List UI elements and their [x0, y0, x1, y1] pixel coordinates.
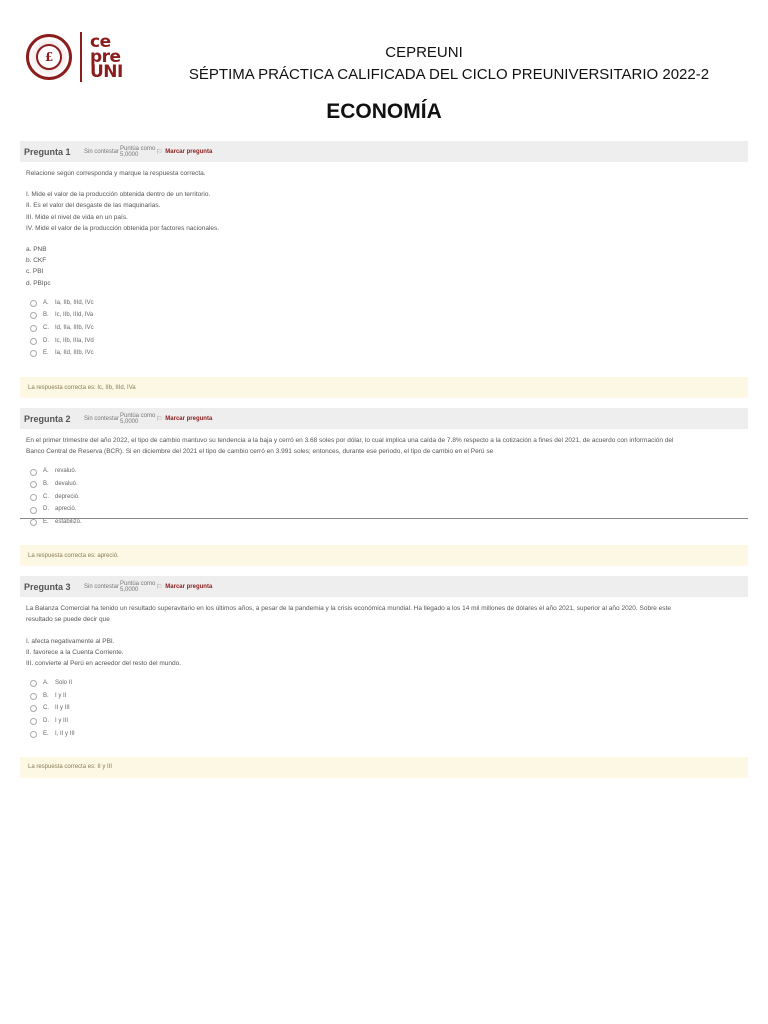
answer-option[interactable] [26, 297, 742, 310]
question-text-line: II. favorece a la Cuenta Corriente. [26, 648, 124, 656]
answer-option[interactable] [26, 322, 742, 335]
flag-icon: ⚐ [156, 583, 163, 591]
option-text: Ia, IId, IIIb, IVc [55, 350, 94, 357]
question-status: Sin contestar [84, 583, 120, 590]
radio-button-icon[interactable] [30, 350, 37, 357]
question-score: Puntúa como 5,0000 [120, 580, 156, 593]
option-letter: D. [43, 337, 49, 344]
radio-button-icon[interactable] [30, 300, 37, 307]
question-number: Pregunta 2 [24, 413, 71, 424]
option-letter: B. [43, 692, 49, 699]
question-text-line: Relacione según corresponda y marque la respuesta correcta. [26, 170, 206, 177]
option-text: I y III [55, 717, 69, 724]
question-header [20, 408, 748, 429]
option-text: Ic, IIb, IIIa, IVd [55, 337, 94, 344]
option-letter: E. [43, 730, 49, 737]
question-list [20, 141, 748, 788]
flag-icon: ⚐ [156, 148, 163, 156]
option-letter: C. [43, 705, 49, 712]
radio-button-icon[interactable] [30, 519, 37, 526]
answer-option[interactable] [26, 335, 742, 348]
option-text: I, II y III [55, 730, 75, 737]
option-letter: C. [43, 324, 49, 331]
question-text-line: resultado se puede decir que [26, 616, 110, 624]
answer-option[interactable] [26, 466, 742, 479]
radio-button-icon[interactable] [30, 718, 37, 725]
question-text-line: IV. Mide el valor de la producción obtenida por factores nacionales. [26, 224, 220, 232]
question-text-line: a. PNB [26, 246, 47, 254]
question-1 [20, 141, 748, 398]
answer-option[interactable] [26, 703, 742, 716]
question-text-line: III. convierte al Perú en acreedor del resto del mundo. [26, 659, 182, 667]
question-score: Puntúa como 5,0000 [120, 412, 156, 425]
answer-options [26, 677, 742, 740]
correct-answer-feedback: La respuesta correcta es: II y III [20, 757, 748, 778]
option-letter: A. [43, 679, 49, 686]
answer-option[interactable] [26, 348, 742, 361]
option-letter: A. [43, 468, 49, 475]
logo-wordmark: ce pre UNI [90, 31, 123, 82]
question-text-line: I. Mide el valor de la producción obtenida dentro de un territorio. [26, 191, 211, 199]
question-status: Sin contestar [84, 148, 120, 155]
flag-question-label: Marcar pregunta [165, 415, 213, 422]
option-letter: D. [43, 717, 49, 724]
radio-button-icon[interactable] [30, 494, 37, 501]
option-letter: D. [43, 506, 49, 513]
option-text: Ia, IIb, IIId, IVc [55, 299, 94, 306]
uni-seal-icon: £ [26, 34, 72, 80]
question-body [20, 597, 748, 740]
radio-button-icon[interactable] [30, 325, 37, 332]
flag-question-label: Marcar pregunta [165, 583, 213, 590]
option-text: Id, IIa, IIIb, IVc [55, 324, 94, 331]
question-text-line: b. CKF [26, 257, 47, 265]
option-letter: E. [43, 519, 49, 526]
org-title: CEPREUNI [385, 44, 463, 61]
radio-button-icon[interactable] [30, 705, 37, 712]
question-score: Puntúa como 5,0000 [120, 145, 156, 158]
question-header [20, 141, 748, 162]
answer-option[interactable] [26, 491, 742, 504]
question-body [20, 162, 748, 360]
question-2 [20, 408, 748, 566]
radio-button-icon[interactable] [30, 680, 37, 687]
option-letter: E. [43, 350, 49, 357]
answer-option[interactable] [26, 478, 742, 491]
flag-question-button[interactable] [156, 415, 212, 423]
option-text: Ic, IIb, IIId, IVa [55, 312, 94, 319]
answer-options [26, 466, 742, 529]
radio-button-icon[interactable] [30, 469, 37, 476]
question-header [20, 576, 748, 597]
question-3 [20, 576, 748, 777]
option-text: I y II [55, 692, 67, 699]
option-text: Solo II [55, 679, 73, 686]
radio-button-icon[interactable] [30, 481, 37, 488]
question-body [20, 429, 748, 529]
option-text: devaluó. [55, 481, 78, 488]
page-header [0, 0, 768, 130]
question-text-line: En el primer trimestre del año 2022, el tipo de cambio mantuvo su tendencia a la baja y cerró en 3.68 soles por dólar, lo cual implica una caída de 7.8% respecto a la cotización a fines del 2021, de acuerdo con información del [26, 437, 674, 445]
question-text-line: II. Es el valor del desgaste de las maquinarias. [26, 202, 161, 210]
answer-option[interactable] [26, 677, 742, 690]
question-status: Sin contestar [84, 415, 120, 422]
option-letter: B. [43, 481, 49, 488]
flag-question-button[interactable] [156, 148, 212, 156]
question-text-line: d. PBIpc [26, 279, 51, 287]
page-divider-line [20, 518, 748, 519]
answer-option[interactable] [26, 690, 742, 703]
question-text-line: c. PBI [26, 268, 44, 276]
question-text-line: I. afecta negativamente al PBI. [26, 637, 115, 645]
option-text: II y III [55, 705, 70, 712]
option-text: revaluó. [55, 468, 77, 475]
option-letter: A. [43, 299, 49, 306]
answer-option[interactable] [26, 310, 742, 323]
correct-answer-feedback: La respuesta correcta es: Ic, IIb, IIId, IVa [20, 377, 748, 398]
option-text: apreció. [55, 506, 77, 513]
option-text: depreció. [55, 493, 80, 500]
question-text-line: Banco Central de Reserva (BCR). Si en diciembre del 2021 el tipo de cambio cerró en 3.991 soles; entonces, durante ese periodo, el tipo de cambio en el Perú se [26, 448, 494, 456]
answer-option[interactable] [26, 504, 742, 517]
question-text-line: III. Mide el nivel de vida en un país. [26, 213, 128, 221]
radio-button-icon[interactable] [30, 731, 37, 738]
radio-button-icon[interactable] [30, 507, 37, 514]
exam-title: SÉPTIMA PRÁCTICA CALIFICADA DEL CICLO PREUNIVERSITARIO 2022-2 [188, 66, 710, 83]
radio-button-icon[interactable] [30, 693, 37, 700]
option-letter: B. [43, 312, 49, 319]
correct-answer-feedback: La respuesta correcta es: apreció. [20, 545, 748, 566]
flag-icon: ⚐ [156, 415, 163, 423]
answer-option[interactable] [26, 715, 742, 728]
answer-option[interactable] [26, 728, 742, 741]
answer-options [26, 297, 742, 360]
radio-button-icon[interactable] [30, 338, 37, 345]
radio-button-icon[interactable] [30, 312, 37, 319]
option-text: estabilizó. [55, 519, 82, 526]
subject-title: ECONOMÍA [326, 100, 442, 123]
question-number: Pregunta 1 [24, 146, 71, 157]
option-letter: C. [43, 493, 49, 500]
flag-question-label: Marcar pregunta [165, 148, 213, 155]
flag-question-button[interactable] [156, 583, 212, 591]
question-number: Pregunta 3 [24, 581, 71, 592]
question-text-line: La Balanza Comercial ha tenido un resultado superavitario en los últimos años, a pesar de la pandemia y la crisis económica mundial. Ha llegado a los 14 mil millones de dólares el año 2021, superior al año 2020. Sobre este [26, 605, 671, 613]
